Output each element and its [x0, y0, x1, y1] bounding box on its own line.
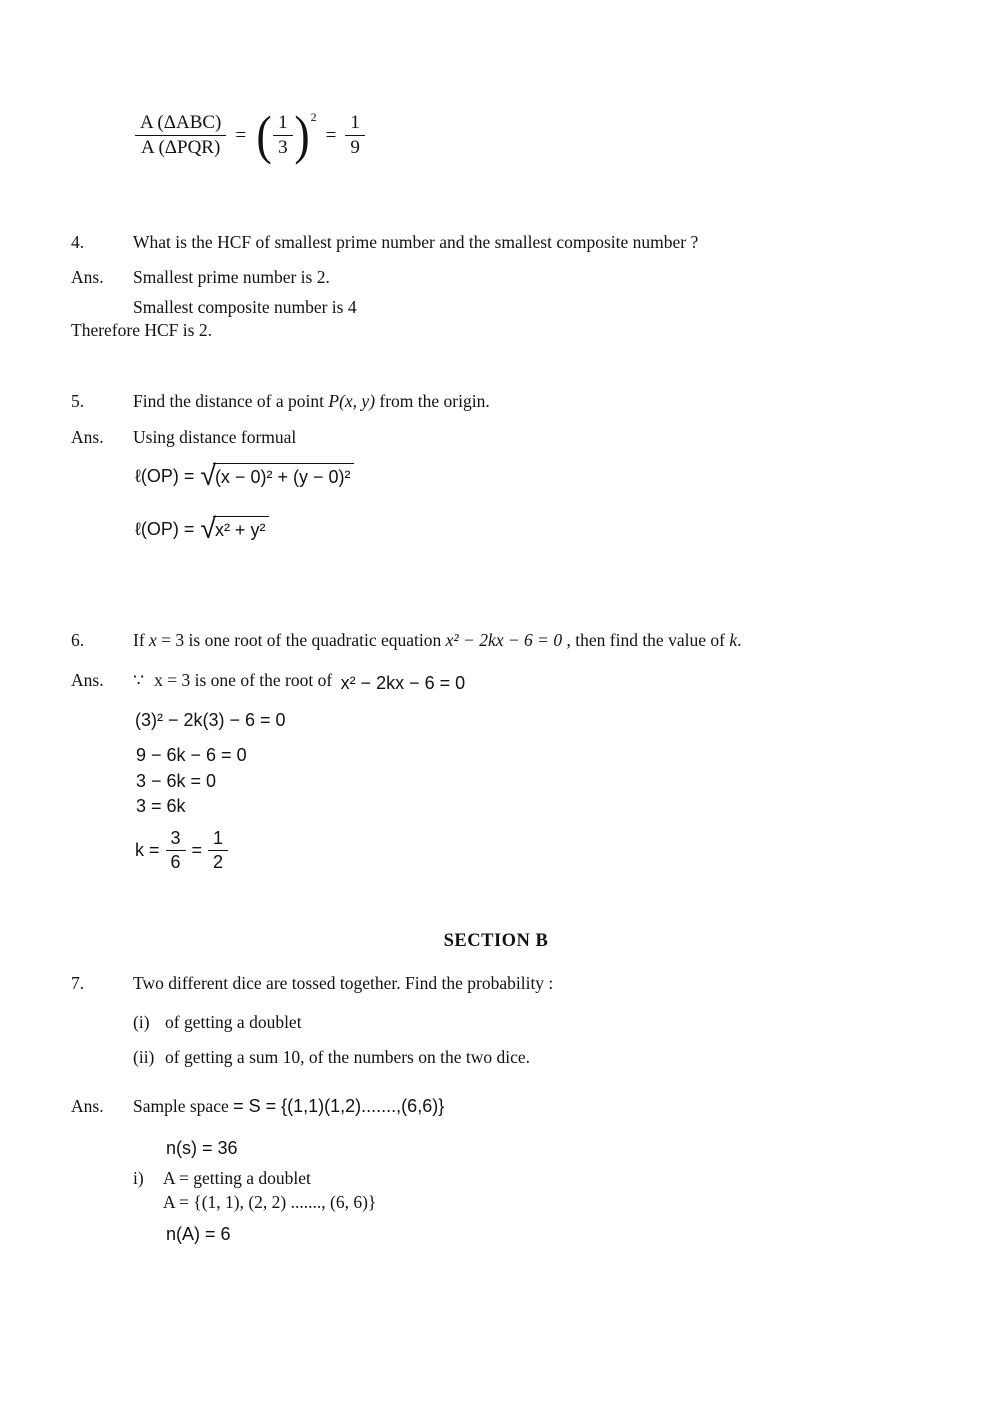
answer-7-sub-i: [133, 1168, 311, 1189]
fraction-area-ratio: [135, 112, 226, 159]
right-paren: ): [293, 105, 310, 166]
item-text: A = getting a doublet: [163, 1168, 311, 1188]
fraction-one-third: [273, 112, 293, 159]
question-7-item-ii: [133, 1047, 530, 1068]
equation-text: (3)² − 2k(3) − 6 = 0: [135, 710, 286, 730]
question-text-part: from the origin.: [375, 391, 490, 411]
answer-7-sample-space: [71, 1096, 444, 1118]
fraction-denominator: A (ΔPQR): [141, 137, 221, 158]
answer-text-part: Sample space: [133, 1096, 234, 1116]
equals-sign: =: [191, 840, 203, 860]
math-inline: P(x, y): [328, 391, 376, 411]
answer-label: Ans.: [71, 267, 104, 287]
question-text: Two different dice are tossed together. Find the probability :: [133, 973, 554, 993]
fraction-numerator: 1: [208, 828, 228, 851]
fraction-numerator: 1: [273, 112, 293, 136]
equation-lhs: k =: [135, 840, 160, 860]
answer-text: [133, 1096, 444, 1118]
equation-lhs: ℓ(OP) =: [135, 465, 195, 486]
fraction-numerator: 1: [345, 112, 365, 136]
answer-5-line-1: [71, 427, 931, 448]
answer-6-line-1: [71, 670, 951, 692]
square-root: [200, 513, 269, 545]
question-text-part: , then find the value of: [562, 630, 730, 650]
answer-label: Ans.: [71, 670, 104, 690]
step-equation-1: [135, 710, 286, 731]
step-equation-2: [136, 745, 247, 766]
fraction-three-sixths: [166, 828, 186, 873]
square-root: [200, 460, 354, 492]
answer-7-set-a: [163, 1192, 376, 1213]
equals-sign: =: [235, 124, 247, 146]
question-text-part: = 3 is one root of the quadratic equation: [156, 630, 446, 650]
area-ratio-formula: [135, 105, 365, 166]
question-4: [71, 232, 931, 253]
section-b-heading: SECTION B: [443, 931, 549, 951]
answer-7-n-a: [166, 1224, 231, 1245]
radicand: x² + y²: [213, 516, 270, 541]
math-inline: = S = {(1,1)(1,2).......,(6,6)}: [233, 1096, 445, 1116]
question-text-part: Find the distance of a point: [133, 391, 329, 411]
equation-text: n(s) = 36: [166, 1138, 238, 1158]
squared-fraction-group: [255, 105, 317, 166]
equation-text: 3 = 6k: [136, 796, 186, 816]
step-equation-4: [136, 796, 186, 817]
question-text: [133, 630, 741, 651]
question-text: [133, 391, 490, 412]
fraction-denominator: 2: [213, 852, 224, 872]
answer-4-line-3: [71, 320, 212, 341]
distance-equation-2: [135, 513, 269, 545]
question-number: 5.: [71, 391, 85, 411]
fraction-one-half: [208, 828, 228, 873]
fraction-numerator: 3: [166, 828, 186, 851]
answer-label: Ans.: [71, 427, 104, 447]
item-label: (i): [133, 1012, 150, 1032]
question-text-part: .: [737, 630, 742, 650]
because-symbol: ∵: [133, 670, 145, 690]
answer-text-part: x = 3 is one of the root of: [154, 670, 333, 690]
answer-7-n-s: [166, 1138, 238, 1159]
answer-4-line-2: [133, 297, 357, 318]
question-7: [71, 973, 951, 994]
answer-text: Using distance formual: [133, 427, 297, 447]
left-paren: (: [256, 105, 272, 166]
answer-text: Smallest composite number is 4: [133, 297, 357, 317]
equation-lhs: ℓ(OP) =: [135, 518, 195, 539]
item-label: (ii): [133, 1047, 155, 1067]
answer-text: Therefore HCF is 2.: [71, 320, 212, 340]
question-number: 4.: [71, 232, 85, 252]
item-text: of getting a doublet: [165, 1012, 302, 1032]
answer-label: Ans.: [71, 1096, 104, 1116]
math-inline: x² − 2kx − 6 = 0: [340, 673, 466, 693]
radicand: (x − 0)² + (y − 0)²: [213, 463, 355, 488]
equation-text: 9 − 6k − 6 = 0: [136, 745, 247, 765]
exponent: 2: [310, 110, 317, 124]
math-inline: k: [729, 630, 738, 650]
question-6: [71, 630, 951, 651]
fraction-denominator: 6: [170, 852, 181, 872]
question-number: 6.: [71, 630, 85, 650]
question-5: [71, 391, 931, 412]
question-7-item-i: [133, 1012, 302, 1033]
math-inline: x² − 2kx − 6 = 0: [445, 630, 563, 650]
answer-text: Smallest prime number is 2.: [133, 267, 330, 287]
step-equation-3: [136, 771, 216, 792]
equation-text: 3 − 6k = 0: [136, 771, 217, 791]
fraction-one-ninth: [345, 112, 365, 159]
fraction-numerator: A (ΔABC): [135, 112, 226, 136]
equation-text: n(A) = 6: [166, 1224, 231, 1244]
answer-text: [133, 670, 465, 692]
equals-sign: =: [325, 124, 337, 146]
fraction-denominator: 9: [350, 137, 360, 158]
radical-sign: √: [200, 460, 216, 492]
question-text-part: If: [133, 630, 150, 650]
question-number: 7.: [71, 973, 85, 993]
equation-text: A = {(1, 1), (2, 2) ......., (6, 6)}: [163, 1192, 377, 1212]
answer-4-line-1: [71, 267, 931, 288]
fraction-denominator: 3: [278, 137, 288, 158]
question-text: What is the HCF of smallest prime number and the smallest composite number ?: [133, 232, 699, 252]
item-label: i): [133, 1168, 144, 1188]
math-inline: x: [149, 630, 157, 650]
step-equation-5: [135, 828, 228, 873]
item-text: of getting a sum 10, of the numbers on the two dice.: [165, 1047, 530, 1067]
radical-sign: √: [200, 513, 216, 545]
distance-equation-1: [135, 460, 354, 492]
